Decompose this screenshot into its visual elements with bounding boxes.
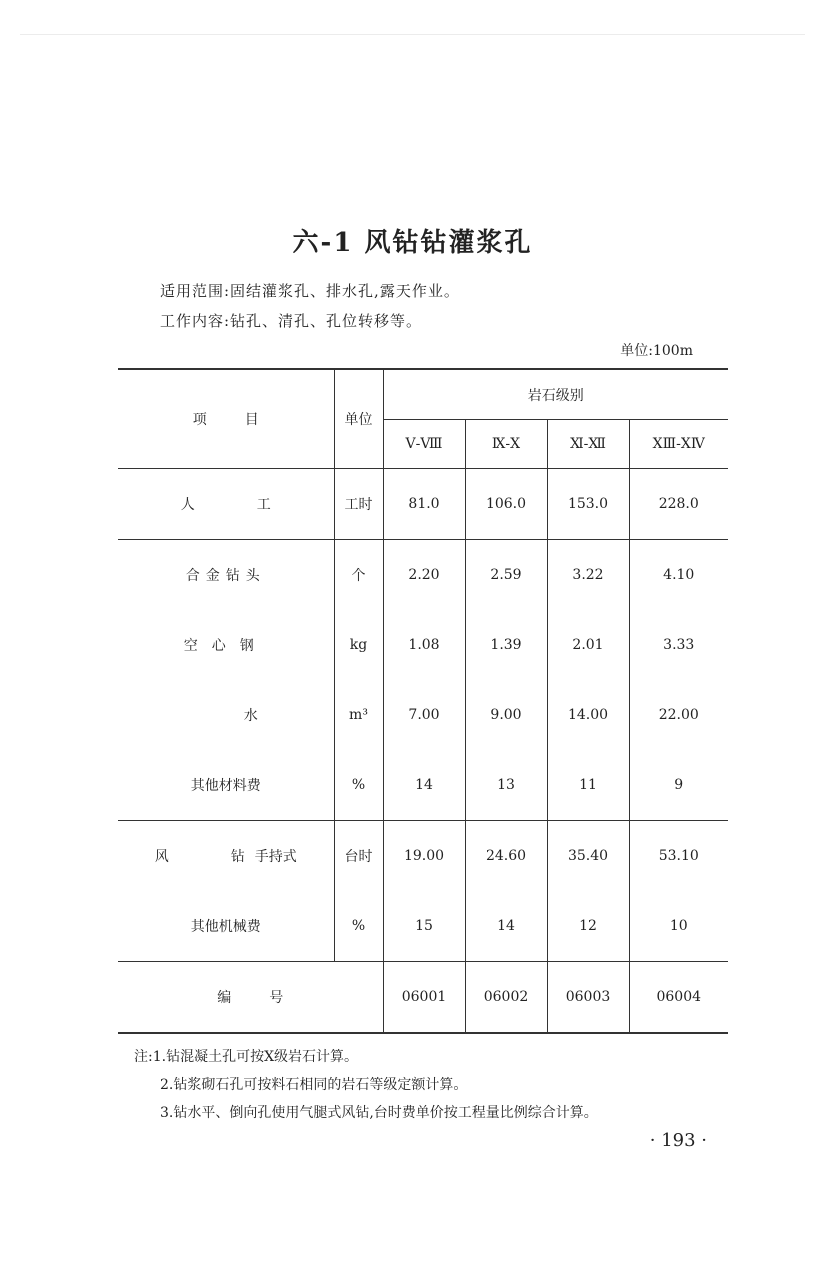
quota-table: [118, 368, 728, 1034]
value-cell: 2.20: [383, 540, 465, 611]
item-labor: 人 工: [118, 469, 334, 540]
unit-cell: m³: [334, 680, 383, 750]
value-cell: 14: [383, 750, 465, 821]
note-2: 2.钻浆砌石孔可按料石相同的岩石等级定额计算。: [160, 1077, 468, 1093]
unit-note: 单位:100m: [620, 343, 693, 359]
unit-cell: %: [334, 750, 383, 821]
table-row: [118, 610, 728, 680]
item-air-drill: 风 钻 手持式: [118, 821, 334, 892]
value-cell: 2.59: [465, 540, 547, 611]
unit-cell: %: [334, 891, 383, 962]
table-row: [118, 891, 728, 962]
grade-header: Ⅺ-Ⅻ: [547, 420, 629, 469]
value-cell: 153.0: [547, 469, 629, 540]
value-cell: 9: [629, 750, 728, 821]
table-row: [118, 750, 728, 821]
value-cell: 106.0: [465, 469, 547, 540]
table-row: [118, 821, 728, 892]
value-cell: 9.00: [465, 680, 547, 750]
grade-header: ⅩⅢ-ⅩⅣ: [629, 420, 728, 469]
value-cell: 15: [383, 891, 465, 962]
value-cell: 4.10: [629, 540, 728, 611]
value-cell: 2.01: [547, 610, 629, 680]
header-unit: 单位: [334, 369, 383, 469]
value-cell: 53.10: [629, 821, 728, 892]
item-alloy-bit: 合金钻头: [118, 540, 334, 611]
value-cell: 81.0: [383, 469, 465, 540]
unit-cell: 工时: [334, 469, 383, 540]
grade-header: Ⅴ-Ⅷ: [383, 420, 465, 469]
code-cell: 06003: [547, 962, 629, 1034]
table-row: [118, 469, 728, 540]
value-cell: 3.33: [629, 610, 728, 680]
code-cell: 06004: [629, 962, 728, 1034]
unit-cell: 台时: [334, 821, 383, 892]
scope-text: 适用范围:固结灌浆孔、排水孔,露天作业。: [160, 282, 460, 300]
value-cell: 13: [465, 750, 547, 821]
value-cell: 19.00: [383, 821, 465, 892]
header-rock-grade: 岩石级别: [383, 369, 728, 420]
code-label: 编号: [118, 962, 383, 1034]
item-hollow-steel: 空心钢: [183, 638, 268, 654]
page-number: · 193 ·: [649, 1130, 707, 1151]
note-3: 3.钻水平、倒向孔使用气腿式风钻,台时费单价按工程量比例综合计算。: [160, 1105, 598, 1121]
item-other-machinery: 其他机械费: [190, 919, 261, 935]
item-water: 水: [243, 708, 258, 724]
value-cell: 12: [547, 891, 629, 962]
page-top-rule: [20, 34, 805, 35]
value-cell: 35.40: [547, 821, 629, 892]
code-row: [118, 962, 728, 1034]
item-other-materials: 其他材料费: [190, 778, 261, 794]
value-cell: 11: [547, 750, 629, 821]
unit-cell: kg: [334, 610, 383, 680]
code-cell: 06002: [465, 962, 547, 1034]
notes: [134, 1043, 598, 1127]
value-cell: 3.22: [547, 540, 629, 611]
table-row: [118, 680, 728, 750]
grade-header: Ⅸ-Ⅹ: [465, 420, 547, 469]
value-cell: 14: [465, 891, 547, 962]
work-content-text: 工作内容:钻孔、清孔、孔位转移等。: [160, 312, 423, 330]
section-title: 六-1 风钻钻灌浆孔: [292, 228, 533, 258]
value-cell: 7.00: [383, 680, 465, 750]
value-cell: 22.00: [629, 680, 728, 750]
note-1: 注:1.钻混凝土孔可按Ⅹ级岩石计算。: [134, 1049, 359, 1065]
value-cell: 14.00: [547, 680, 629, 750]
unit-cell: 个: [334, 540, 383, 611]
table-row: [118, 540, 728, 611]
value-cell: 1.39: [465, 610, 547, 680]
code-cell: 06001: [383, 962, 465, 1034]
value-cell: 24.60: [465, 821, 547, 892]
header-item: 项目: [118, 369, 334, 469]
value-cell: 1.08: [383, 610, 465, 680]
value-cell: 10: [629, 891, 728, 962]
value-cell: 228.0: [629, 469, 728, 540]
